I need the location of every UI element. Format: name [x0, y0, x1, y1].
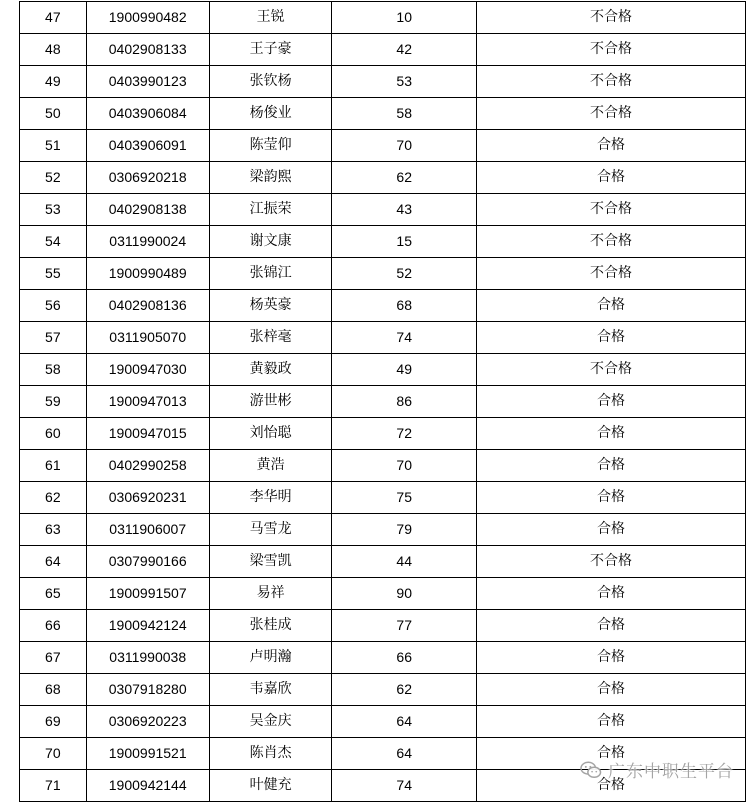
student-id-cell: 0403906091	[86, 130, 209, 162]
row-number-cell: 55	[20, 258, 87, 290]
result-cell: 不合格	[476, 226, 745, 258]
result-cell: 合格	[476, 322, 745, 354]
student-id-cell: 1900990482	[86, 2, 209, 34]
score-cell: 53	[332, 66, 477, 98]
student-id-cell: 1900990489	[86, 258, 209, 290]
student-id-cell: 0311990024	[86, 226, 209, 258]
row-number-cell: 71	[20, 770, 87, 802]
score-cell: 15	[332, 226, 477, 258]
result-cell: 不合格	[476, 66, 745, 98]
row-number-cell: 58	[20, 354, 87, 386]
table-row	[20, 194, 746, 226]
student-name-cell: 杨英豪	[209, 290, 332, 322]
student-id-cell: 0306920223	[86, 706, 209, 738]
row-number-cell: 66	[20, 610, 87, 642]
table-row	[20, 354, 746, 386]
row-number-cell: 61	[20, 450, 87, 482]
student-id-cell: 0402908133	[86, 34, 209, 66]
score-cell: 74	[332, 770, 477, 802]
table-row	[20, 66, 746, 98]
student-name-cell: 黄毅政	[209, 354, 332, 386]
score-cell: 42	[332, 34, 477, 66]
result-cell: 合格	[476, 482, 745, 514]
row-number-cell: 62	[20, 482, 87, 514]
result-cell: 合格	[476, 418, 745, 450]
result-cell: 合格	[476, 514, 745, 546]
student-name-cell: 张梓毫	[209, 322, 332, 354]
score-cell: 52	[332, 258, 477, 290]
row-number-cell: 65	[20, 578, 87, 610]
score-cell: 70	[332, 450, 477, 482]
table-row	[20, 130, 746, 162]
table-row	[20, 162, 746, 194]
score-cell: 74	[332, 322, 477, 354]
table-row	[20, 610, 746, 642]
row-number-cell: 67	[20, 642, 87, 674]
table-row	[20, 34, 746, 66]
result-cell: 合格	[476, 770, 745, 802]
score-cell: 79	[332, 514, 477, 546]
score-cell: 70	[332, 130, 477, 162]
row-number-cell: 60	[20, 418, 87, 450]
score-cell: 72	[332, 418, 477, 450]
row-number-cell: 63	[20, 514, 87, 546]
student-id-cell: 0306920218	[86, 162, 209, 194]
student-name-cell: 杨俊业	[209, 98, 332, 130]
student-name-cell: 陈莹仰	[209, 130, 332, 162]
score-cell: 66	[332, 642, 477, 674]
result-cell: 不合格	[476, 98, 745, 130]
student-id-cell: 0402990258	[86, 450, 209, 482]
table-row	[20, 450, 746, 482]
result-cell: 合格	[476, 610, 745, 642]
student-id-cell: 1900947030	[86, 354, 209, 386]
student-name-cell: 江振荣	[209, 194, 332, 226]
result-cell: 合格	[476, 386, 745, 418]
score-cell: 90	[332, 578, 477, 610]
student-name-cell: 王锐	[209, 2, 332, 34]
table-row	[20, 258, 746, 290]
score-cell: 43	[332, 194, 477, 226]
result-cell: 合格	[476, 674, 745, 706]
student-name-cell: 吴金庆	[209, 706, 332, 738]
result-cell: 不合格	[476, 546, 745, 578]
score-cell: 62	[332, 674, 477, 706]
result-cell: 合格	[476, 642, 745, 674]
student-id-cell: 0307990166	[86, 546, 209, 578]
wechat-icon	[580, 760, 602, 780]
student-id-cell: 0307918280	[86, 674, 209, 706]
row-number-cell: 50	[20, 98, 87, 130]
student-id-cell: 0403990123	[86, 66, 209, 98]
student-id-cell: 1900942124	[86, 610, 209, 642]
result-cell: 合格	[476, 162, 745, 194]
student-id-cell: 1900991507	[86, 578, 209, 610]
row-number-cell: 56	[20, 290, 87, 322]
table-row	[20, 514, 746, 546]
student-name-cell: 张钦杨	[209, 66, 332, 98]
student-id-cell: 1900942144	[86, 770, 209, 802]
score-cell: 10	[332, 2, 477, 34]
table-row	[20, 546, 746, 578]
student-id-cell: 0311990038	[86, 642, 209, 674]
table-row	[20, 482, 746, 514]
row-number-cell: 68	[20, 674, 87, 706]
table-row	[20, 706, 746, 738]
result-cell: 合格	[476, 130, 745, 162]
results-table	[19, 1, 746, 802]
result-cell: 不合格	[476, 194, 745, 226]
score-cell: 68	[332, 290, 477, 322]
student-id-cell: 0402908136	[86, 290, 209, 322]
student-name-cell: 叶健充	[209, 770, 332, 802]
table-row	[20, 578, 746, 610]
student-id-cell: 1900947013	[86, 386, 209, 418]
score-cell: 75	[332, 482, 477, 514]
score-cell: 86	[332, 386, 477, 418]
student-name-cell: 韦嘉欣	[209, 674, 332, 706]
row-number-cell: 49	[20, 66, 87, 98]
table-row	[20, 322, 746, 354]
student-name-cell: 谢文康	[209, 226, 332, 258]
student-name-cell: 卢明瀚	[209, 642, 332, 674]
table-row	[20, 290, 746, 322]
student-name-cell: 马雪龙	[209, 514, 332, 546]
student-name-cell: 张桂成	[209, 610, 332, 642]
table-row	[20, 98, 746, 130]
student-name-cell: 黄浩	[209, 450, 332, 482]
student-id-cell: 1900947015	[86, 418, 209, 450]
table-row	[20, 642, 746, 674]
score-cell: 64	[332, 738, 477, 770]
student-name-cell: 王子豪	[209, 34, 332, 66]
table-row	[20, 226, 746, 258]
watermark-text: 广东中职生平台	[608, 762, 734, 782]
result-cell: 合格	[476, 578, 745, 610]
table-row	[20, 674, 746, 706]
row-number-cell: 48	[20, 34, 87, 66]
result-cell: 合格	[476, 738, 745, 770]
row-number-cell: 57	[20, 322, 87, 354]
table-row	[20, 386, 746, 418]
student-name-cell: 易祥	[209, 578, 332, 610]
student-id-cell: 0311905070	[86, 322, 209, 354]
score-cell: 58	[332, 98, 477, 130]
result-cell: 不合格	[476, 2, 745, 34]
result-cell: 合格	[476, 450, 745, 482]
result-cell: 合格	[476, 290, 745, 322]
watermark	[580, 757, 734, 782]
row-number-cell: 52	[20, 162, 87, 194]
student-name-cell: 刘怡聪	[209, 418, 332, 450]
row-number-cell: 47	[20, 2, 87, 34]
score-cell: 44	[332, 546, 477, 578]
row-number-cell: 69	[20, 706, 87, 738]
table-row	[20, 2, 746, 34]
student-id-cell: 1900991521	[86, 738, 209, 770]
row-number-cell: 64	[20, 546, 87, 578]
row-number-cell: 53	[20, 194, 87, 226]
score-cell: 64	[332, 706, 477, 738]
student-id-cell: 0402908138	[86, 194, 209, 226]
row-number-cell: 70	[20, 738, 87, 770]
result-cell: 不合格	[476, 354, 745, 386]
score-cell: 62	[332, 162, 477, 194]
score-cell: 49	[332, 354, 477, 386]
student-id-cell: 0403906084	[86, 98, 209, 130]
student-name-cell: 张锦江	[209, 258, 332, 290]
row-number-cell: 54	[20, 226, 87, 258]
student-name-cell: 陈肖杰	[209, 738, 332, 770]
result-cell: 不合格	[476, 34, 745, 66]
student-id-cell: 0311906007	[86, 514, 209, 546]
result-cell: 合格	[476, 706, 745, 738]
results-table-body	[20, 2, 746, 802]
student-name-cell: 李华明	[209, 482, 332, 514]
student-name-cell: 游世彬	[209, 386, 332, 418]
row-number-cell: 59	[20, 386, 87, 418]
score-cell: 77	[332, 610, 477, 642]
student-name-cell: 梁韵熙	[209, 162, 332, 194]
student-name-cell: 梁雪凯	[209, 546, 332, 578]
row-number-cell: 51	[20, 130, 87, 162]
student-id-cell: 0306920231	[86, 482, 209, 514]
table-row	[20, 418, 746, 450]
result-cell: 不合格	[476, 258, 745, 290]
